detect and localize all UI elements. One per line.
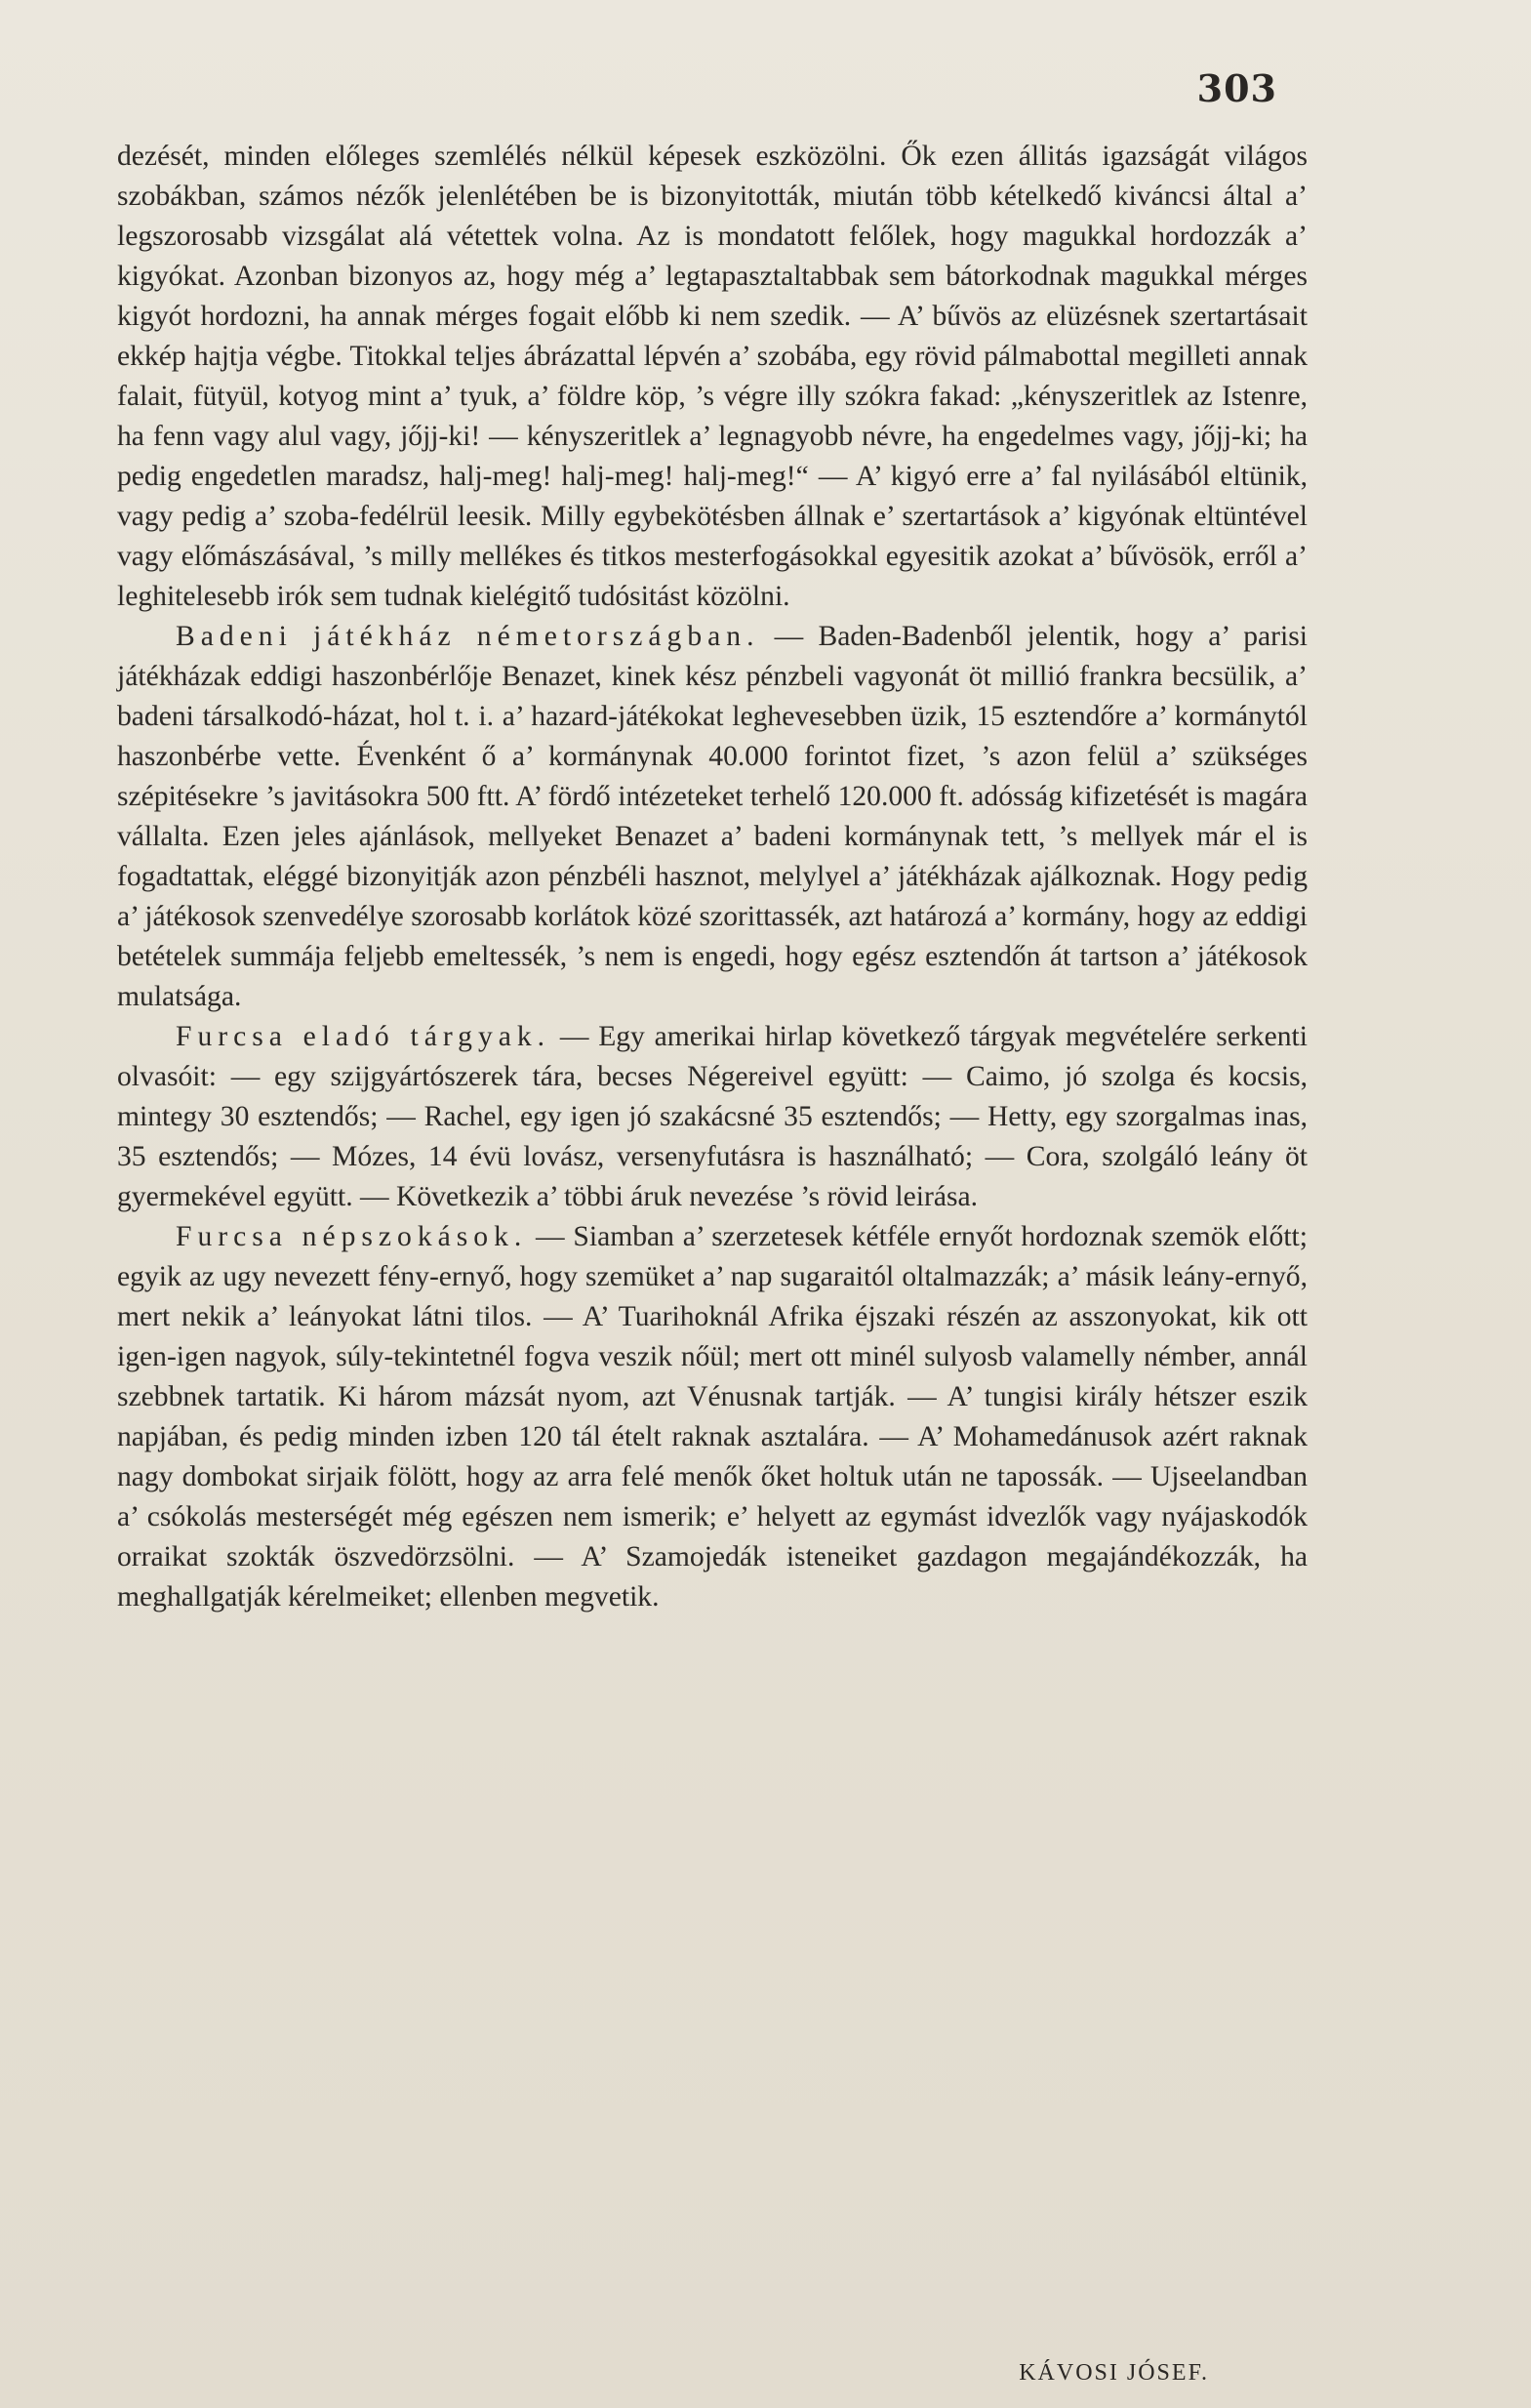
article-text [117,137,1308,1617]
paragraph-text: — Baden-Badenből jelentik, hogy a’ parisi játékházak eddigi haszonbérlője Benazet, kinek kész pénzbeli vagyonát öt millió frankra becsülik, a’ badeni társalkodó-házat, hol t. i. a’ hazard-játékokat leghevesebben üzik, 15 esztendőre a’ kormánytól haszonbérbe vette. Évenként ő a’ kormánynak 40.000 forintot fizet, ’s azon felül a’ szükséges szépitésekre ’s javitásokra 500 ftt. A’ fördő intézeteket terhelő 120.000 ft. adósság kifizetését is magára vállalta. Ezen jeles ajánlások, mellyeket Benazet a’ badeni kormánynak tett, ’s mellyek már el is fogadtattak, eléggé bizonyitják azon pénzbéli hasznot, melylyel a’ játékházak ajálkoznak. Hogy pedig a’ játékosok szenvedélye szorosabb korlátok közé szorittassék, azt határozá a’ kormány, hogy az eddigi betételek summája feljebb emeltessék, ’s nem is engedi, hogy egész esztendőn át tartson a’ játékosok mulatsága. [117,621,1308,1012]
paragraph-strange-customs [117,1217,1308,1617]
author-signature: KÁVOSI JÓSEF. [1019,2360,1209,2386]
page-number: 303 [1196,66,1277,110]
section-heading: Badeni játékház németországban. [176,621,760,652]
paragraph-snake-charmers [117,137,1308,617]
paragraph-text: — Siamban a’ szerzetesek kétféle ernyőt hordoznak szemök előtt; egyik az ugy nevezett fény-ernyő, hogy szemüket a’ nap sugaraitól oltalmazzák; a’ másik leány-ernyő, mert nekik a’ leányokat látni tilos. — A’ Tuarihoknál Afrika éjszaki részén az asszonyokat, kik ott igen-igen nagyok, súly-tekintetnél fogva veszik nőül; mert ott minél sulyosb valamelly némber, annál szebbnek tartatik. Ki három mázsát nyom, azt Vénusnak tartják. — A’ tungisi király hétszer eszik napjában, és pedig minden izben 120 tál ételt raknak asztalára. — A’ Mohamedánusok azért raknak nagy dombokat sirjaik fölött, hogy az arra felé menők őket holtuk után ne tapossák. — Ujseelandban a’ csókolás mesterségét még egészen nem ismerik; e’ helyett az egymást idvezlők vagy nyájaskodók orraikat szokták öszvedörzsölni. — A’ Szamojedák isteneiket gazdagon megajándékozzák, ha meghallgatják kérelmeiket; ellenben megvetik. [117,1221,1308,1612]
section-heading: Furcsa népszokások. [176,1221,528,1252]
paragraph-strange-sale-items [117,1017,1308,1217]
paragraph-text: dezését, minden előleges szemlélés nélkül képesek eszközölni. Ők ezen állitás igazságát világos szobákban, számos nézők jelenlétében be is bizonyitották, miután több kételkedő kiváncsi által a’ legszorosabb vizsgálat alá vétettek volna. Az is mondatott felőlek, hogy magukkal hordozzák a’ kigyókat. Azonban bizonyos az, hogy még a’ legtapasztaltabbak sem bátorkodnak magukkal mérges kigyót hordozni, ha annak mérges fogait előbb ki nem szedik. — A’ bűvös az elüzésnek szertartásait ekkép hajtja végbe. Titokkal teljes ábrázattal lépvén a’ szobába, egy rövid pálmabottal megilleti annak falait, fütyül, kotyog mint a’ tyuk, a’ földre köp, ’s végre illy szókra fakad: „kényszeritlek az Istenre, ha fenn vagy alul vagy, jőjj-ki! — kényszeritlek a’ legnagyobb névre, ha engedelmes vagy, jőjj-ki; ha pedig engedetlen maradsz, halj-meg! halj-meg! halj-meg!“ — A’ kigyó erre a’ fal nyilásából eltünik, vagy pedig a’ szoba-fedélrül leesik. Milly egybekötésben állnak e’ szertartások a’ kigyónak eltüntével vagy előmászásával, ’s milly mellékes és titkos mesterfogásokkal egyesitik azokat a’ bűvösök, erről a’ leghitelesebb irók sem tudnak kielégitő tudósitást közölni. [117,141,1308,612]
paragraph-text: — Egy amerikai hirlap következő tárgyak megvételére serkenti olvasóit: — egy szijgyártószerek tára, becses Négereivel együtt: — Caimo, jó szolga és kocsis, mintegy 30 esztendős; — Rachel, egy igen jó szakácsné 35 esztendős; — Hetty, egy szorgalmas inas, 35 esztendős; — Mózes, 14 évü lovász, versenyfutásra is használható; — Cora, szolgáló leány öt gyermekével együtt. — Következik a’ többi áruk nevezése ’s rövid leirása. [117,1021,1308,1212]
paragraph-baden-casino [117,617,1308,1017]
section-heading: Furcsa eladó tárgyak. [176,1021,551,1052]
